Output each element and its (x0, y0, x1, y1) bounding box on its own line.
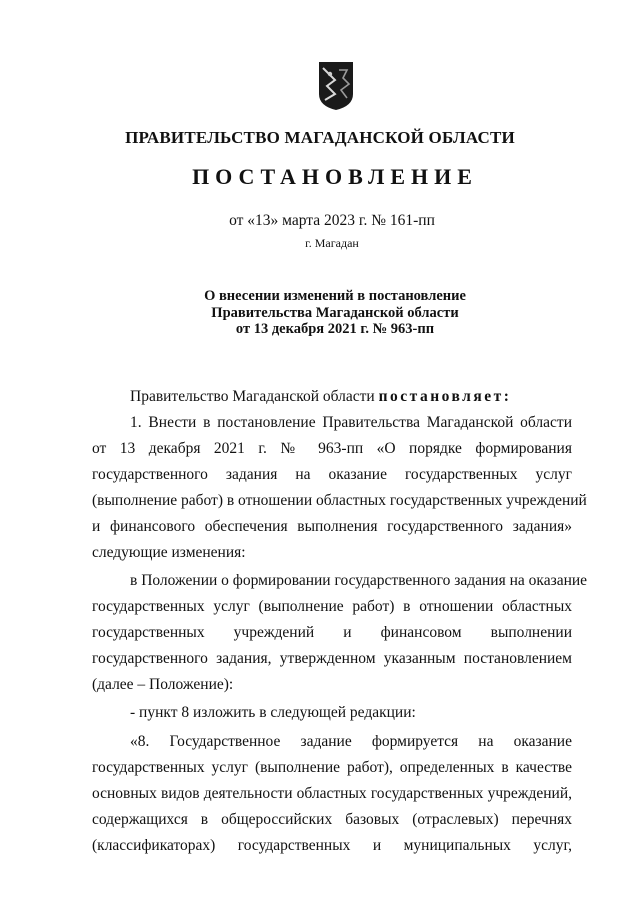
preamble-text: Правительство Магаданской области (130, 388, 375, 405)
preamble-emphasis: постановляет: (378, 388, 512, 405)
body-line: «8. Государственное задание формируется на оказание (130, 733, 572, 750)
body-line: государственного задания, утвержденном указанным постановлением (92, 650, 572, 667)
body-line: от 13 декабря 2021 г. № 963-пп «О порядке формирования (92, 440, 572, 457)
body-line: государственных учреждений и финансовом выполнении (92, 624, 572, 641)
document-subject (150, 288, 520, 338)
document-city: г. Магадан (305, 236, 359, 250)
body-line: и финансового обеспечения выполнения государственного задания» (92, 518, 572, 535)
preamble-line (92, 388, 572, 406)
coat-of-arms-emblem (317, 60, 355, 112)
body-line: в Положении о формировании государственного задания на оказание (130, 572, 588, 589)
body-line: государственного задания на оказание государственных услуг (92, 466, 572, 483)
body-line: - пункт 8 изложить в следующей редакции: (130, 704, 416, 721)
body-line: 1. Внести в постановление Правительства Магаданской области (130, 414, 572, 431)
document-type-heading: ПОСТАНОВЛЕНИЕ (192, 164, 478, 189)
body-line: государственных услуг (выполнение работ) в отношении областных (92, 598, 572, 615)
body-line: следующие изменения: (92, 544, 246, 561)
subject-line: от 13 декабря 2021 г. № 963-пп (235, 321, 435, 337)
government-title: ПРАВИТЕЛЬСТВО МАГАДАНСКОЙ ОБЛАСТИ (125, 128, 515, 147)
subject-line: О внесении изменений в постановление (204, 288, 466, 304)
document-date-number: от «13» марта 2023 г. № 161-пп (229, 212, 435, 229)
body-line: государственных услуг (выполнение работ), определенных в качестве (92, 759, 572, 776)
body-line: (далее – Положение): (92, 676, 234, 693)
body-line: (выполнение работ) в отношении областных государственных учреждений (92, 492, 587, 509)
body-line: содержащихся в общероссийских базовых (отраслевых) перечнях (92, 811, 572, 828)
subject-line: Правительства Магаданской области (211, 304, 459, 321)
body-line: основных видов деятельности областных государственных учреждений, (92, 785, 572, 802)
body-line: (классификаторах) государственных и муниципальных услуг, (92, 837, 572, 854)
